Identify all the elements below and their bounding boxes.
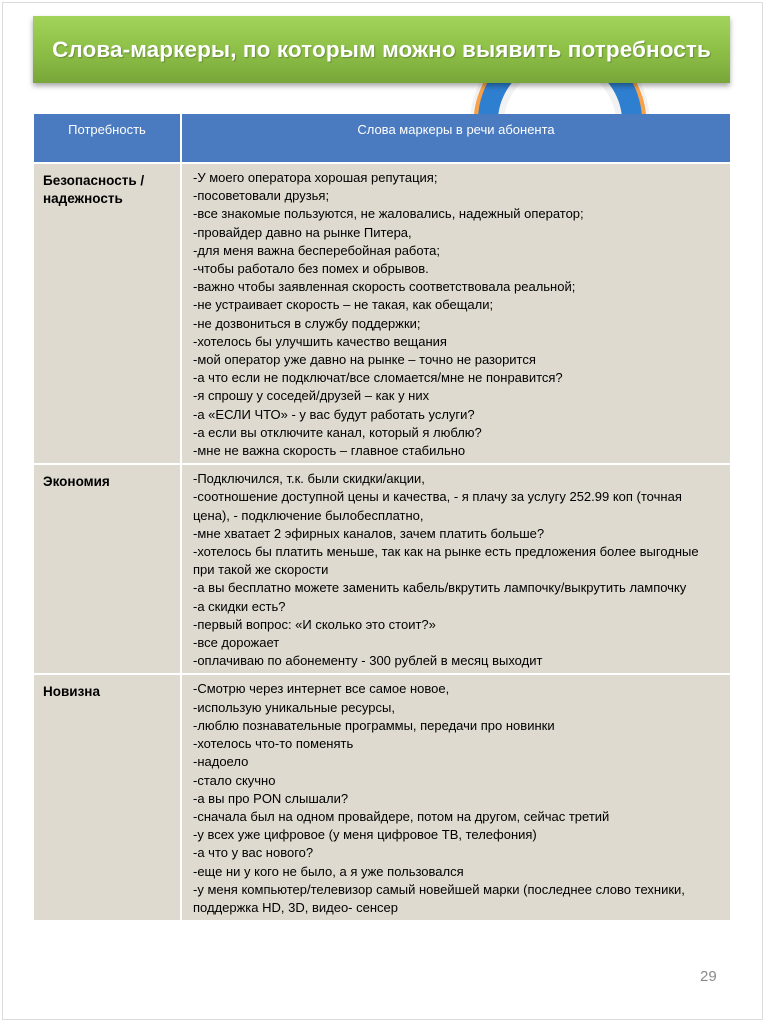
table-row — [34, 465, 730, 675]
title-bar — [33, 16, 730, 83]
marker-line: -а вы бесплатно можете заменить кабель/вкрутить лампочку/выкрутить лампочку — [193, 580, 687, 596]
marker-line: -я спрошу у соседей/друзей – как у них — [193, 388, 430, 404]
marker-line: -мне не важна скорость – главное стабильно — [193, 443, 466, 459]
table-row — [34, 164, 730, 465]
needs-table — [34, 114, 730, 922]
need-label: Экономия — [43, 474, 110, 490]
page-number: 29 — [700, 968, 717, 985]
marker-line: -мой оператор уже давно на рынке – точно не разорится — [193, 352, 536, 368]
table-body — [34, 164, 730, 922]
marker-line: -Подключился, т.к. были скидки/акции, — [193, 471, 425, 487]
marker-line: -а скидки есть? — [193, 598, 286, 614]
marker-line: -важно чтобы заявленная скорость соответствовала реальной; — [193, 279, 576, 295]
markers-cell — [182, 164, 730, 465]
marker-line: -У моего оператора хорошая репутация; — [193, 170, 438, 185]
marker-line: -первый вопрос: «И сколько это стоит?» — [193, 616, 436, 632]
marker-line: -оплачиваю по абонементу - 300 рублей в месяц выходит — [193, 653, 543, 669]
marker-line: -провайдер давно на рынке Питера, — [193, 224, 412, 240]
marker-line: -для меня важна бесперебойная работа; — [193, 242, 440, 258]
header-markers: Слова маркеры в речи абонента — [182, 114, 730, 164]
markers-cell — [182, 465, 730, 675]
marker-line: -люблю познавательные программы, передачи про новинки — [193, 717, 555, 733]
need-label: Безопасность /надежность — [43, 173, 145, 207]
marker-line: -а «ЕСЛИ ЧТО» - у вас будут работать услуги? — [193, 406, 475, 422]
marker-line: -хотелось бы платить меньше, так как на рынке есть предложения более выгодные при такой же скорости — [193, 544, 699, 578]
marker-line: -чтобы работало без помех и обрывов. — [193, 261, 429, 277]
marker-line: -а вы про PON слышали? — [193, 790, 349, 806]
need-cell — [34, 164, 182, 465]
marker-line: -у меня компьютер/телевизор самый новейшей марки (последнее слово техники, поддержка HD, 3D, видео- сенсер — [193, 881, 685, 915]
need-cell — [34, 465, 182, 675]
marker-line: -а что у вас нового? — [193, 845, 314, 861]
marker-line: -хотелось бы улучшить качество вещания — [193, 333, 447, 349]
marker-line: -надоело — [193, 754, 249, 770]
marker-line: -сначала был на одном провайдере, потом на другом, сейчас третий — [193, 808, 610, 824]
table-row — [34, 675, 730, 922]
need-label: Новизна — [43, 684, 100, 700]
marker-line: -посоветовали друзья; — [193, 188, 330, 204]
marker-line: -Смотрю через интернет все самое новое, — [193, 681, 450, 697]
marker-line: -стало скучно — [193, 772, 276, 788]
need-cell — [34, 675, 182, 922]
marker-line: -а если вы отключите канал, который я люблю? — [193, 424, 482, 440]
marker-line: -мне хватает 2 эфирных каналов, зачем платить больше? — [193, 525, 545, 541]
marker-line: -не дозвониться в службу поддержки; — [193, 315, 421, 331]
marker-line: -все знакомые пользуются, не жаловались, надежный оператор; — [193, 206, 584, 222]
table-header-row — [34, 114, 730, 164]
marker-line: -хотелось что-то поменять — [193, 736, 354, 752]
page-title: Слова-маркеры, по которым можно выявить потребность — [52, 36, 711, 62]
marker-line: -соотношение доступной цены и качества, - я плачу за услугу 252.99 коп (точная цена), - подключение былобесплатно, — [193, 489, 682, 523]
marker-line: -у всех уже цифровое (у меня цифровое ТВ, телефония) — [193, 827, 537, 843]
marker-line: -еще ни у кого не было, а я уже пользовался — [193, 863, 464, 879]
marker-line: -все дорожает — [193, 635, 280, 651]
header-need: Потребность — [34, 114, 182, 164]
marker-line: -не устраивает скорость – не такая, как обещали; — [193, 297, 494, 313]
marker-line: -использую уникальные ресурсы, — [193, 699, 395, 715]
markers-cell — [182, 675, 730, 922]
marker-line: -а что если не подключат/все сломается/мне не понравится? — [193, 370, 563, 386]
